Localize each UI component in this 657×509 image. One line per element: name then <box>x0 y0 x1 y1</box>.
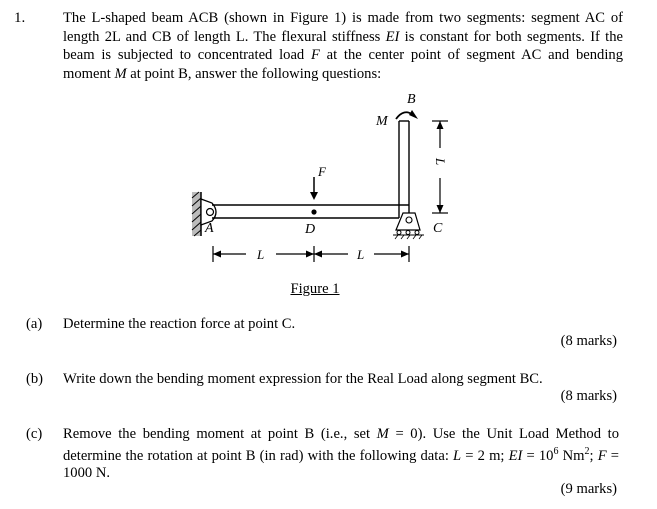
moment-m-arrow <box>396 110 418 119</box>
part-b-text: Write down the bending moment expression for the Real Load along segment BC. <box>63 371 543 387</box>
part-c-marks: (9 marks) <box>560 481 617 497</box>
part-c-text: Remove the bending moment at point B (i.e., set M = 0). Use the Unit Load Method to determine the rotation at point B (in rad) with the following data: L = 2 m; EI = $10^6$ Nm$^2$; F = 1000 N. <box>63 426 619 481</box>
roller-support-c <box>393 213 424 239</box>
load-f-arrow <box>310 177 318 200</box>
label-c: C <box>433 221 443 236</box>
label-a: A <box>205 221 214 236</box>
part-a-label: (a) <box>26 316 43 332</box>
part-b-marks: (8 marks) <box>560 388 617 404</box>
label-m: M <box>376 114 388 129</box>
label-l-vertical: L <box>433 158 448 166</box>
horizontal-beam-ac <box>212 205 409 218</box>
figure-caption: Figure 1 <box>290 281 340 297</box>
label-d: D <box>305 222 316 237</box>
dimension-vertical <box>432 121 448 213</box>
label-b: B <box>407 92 416 107</box>
label-f: F <box>318 164 326 179</box>
point-d-marker <box>311 209 316 214</box>
vertical-beam-cb <box>399 121 409 218</box>
label-l-bottom-left: L <box>257 247 265 262</box>
figure-1-diagram <box>180 88 460 278</box>
question-number: 1. <box>14 10 26 26</box>
question-intro: The L-shaped beam ACB (shown in Figure 1) is made from two segments: segment AC of length 2L and CB of length L. The flexural stiffness EI is constant for both segments. If the beam is subjected to concentrated load F at the center point of segment AC and bending moment M at point B, answer the following questions: <box>63 10 624 82</box>
part-b-label: (b) <box>26 371 44 387</box>
part-a-marks: (8 marks) <box>560 333 617 349</box>
part-a-text: Determine the reaction force at point C. <box>63 316 296 332</box>
label-l-bottom-right: L <box>357 247 365 262</box>
part-c-label: (c) <box>26 426 43 442</box>
